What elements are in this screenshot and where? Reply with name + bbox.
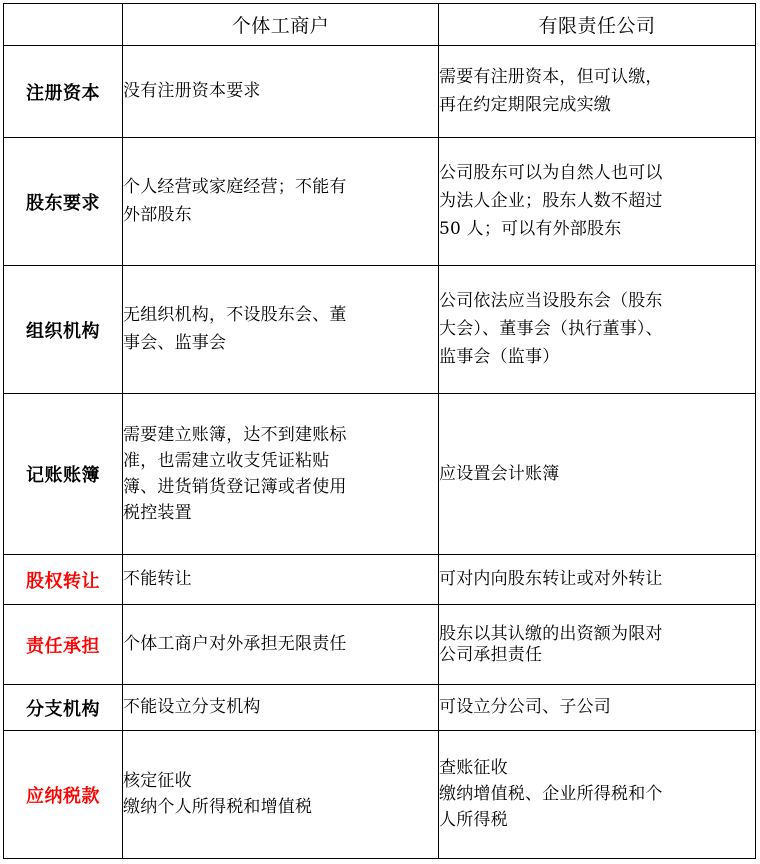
- comparison-table: [3, 3, 756, 859]
- cell-llc-organizational-structure: [439, 266, 756, 394]
- cell-line: 可设立分公司、子公司: [439, 697, 611, 717]
- cell-individual-organizational-structure: [123, 266, 439, 394]
- cell-line: 查账征收: [439, 758, 508, 778]
- cell-line: 核定征收: [123, 771, 192, 791]
- cell-individual-liability: [123, 605, 439, 685]
- row-label-equity-transfer: 股权转让: [4, 555, 123, 605]
- table-row: [4, 394, 756, 555]
- cell-line: 需要有注册资本，但可认缴，: [439, 67, 663, 87]
- cell-individual-equity-transfer: [123, 555, 439, 605]
- cell-individual-shareholder-requirements: [123, 138, 439, 266]
- cell-individual-registered-capital: [123, 46, 439, 138]
- cell-line: 准，也需建立收支凭证粘贴: [123, 450, 330, 471]
- cell-line: 事会、监事会: [123, 333, 227, 353]
- cell-line: 人所得税: [439, 810, 508, 830]
- cell-line: 大会）、董事会（执行董事）、: [439, 319, 663, 339]
- table-row: [4, 605, 756, 685]
- cell-llc-registered-capital: [439, 46, 756, 138]
- cell-line: 簿、进货销货登记簿或者使用: [123, 476, 347, 497]
- table-row: [4, 555, 756, 605]
- table-row: [4, 731, 756, 859]
- cell-line: 外部股东: [123, 205, 192, 225]
- row-label-taxes-payable: 应纳税款: [4, 731, 123, 859]
- cell-line: 不能转让: [123, 569, 192, 589]
- cell-line: 可对内向股东转让或对外转让: [439, 569, 663, 589]
- cell-line: 股东以其认缴的出资额为限对: [439, 623, 663, 644]
- cell-line: 公司承担责任: [439, 644, 543, 665]
- cell-line: 需要建立账簿，达不到建账标: [123, 424, 347, 445]
- row-label-bookkeeping: 记账账簿: [4, 394, 123, 555]
- cell-line: 无组织机构，不设股东会、董: [123, 305, 347, 325]
- cell-line: 不能设立分支机构: [123, 697, 261, 717]
- cell-line: 公司依法应当设股东会（股东: [439, 291, 663, 311]
- cell-llc-bookkeeping: [439, 394, 756, 555]
- cell-line: 应设置会计账簿: [439, 463, 560, 484]
- table-header: [4, 4, 756, 46]
- cell-llc-branch-office: [439, 685, 756, 731]
- table-row: [4, 46, 756, 138]
- row-label-organizational-structure: 组织机构: [4, 266, 123, 394]
- cell-llc-shareholder-requirements: [439, 138, 756, 266]
- cell-llc-equity-transfer: [439, 555, 756, 605]
- cell-line: 再在约定期限完成实缴: [439, 95, 611, 115]
- table-row: [4, 138, 756, 266]
- table-row: [4, 266, 756, 394]
- cell-line: 没有注册资本要求: [123, 81, 261, 101]
- column-header-individual: 个体工商户: [123, 4, 439, 46]
- cell-line: 监事会（监事）: [439, 347, 560, 367]
- cell-line: 缴纳增值税、企业所得税和个: [439, 784, 663, 804]
- cell-llc-taxes-payable: [439, 731, 756, 859]
- cell-line: 税控装置: [123, 502, 192, 523]
- cell-line: 公司股东可以为自然人也可以: [439, 163, 663, 183]
- cell-line: 缴纳个人所得税和增值税: [123, 797, 313, 817]
- cell-line: 个人经营或家庭经营；不能有: [123, 177, 347, 197]
- cell-line: 为法人企业；股东人数不超过: [439, 191, 663, 211]
- row-label-registered-capital: 注册资本: [4, 46, 123, 138]
- row-label-shareholder-requirements: 股东要求: [4, 138, 123, 266]
- cell-line: 个体工商户对外承担无限责任: [123, 634, 347, 654]
- cell-individual-branch-office: [123, 685, 439, 731]
- cell-individual-taxes-payable: [123, 731, 439, 859]
- cell-llc-liability: [439, 605, 756, 685]
- cell-individual-bookkeeping: [123, 394, 439, 555]
- cell-line: 50 人；可以有外部股东: [439, 219, 622, 239]
- table-body: [4, 46, 756, 859]
- document-page: [0, 3, 760, 864]
- table-row: [4, 685, 756, 731]
- column-header-llc: 有限责任公司: [439, 4, 756, 46]
- row-label-liability: 责任承担: [4, 605, 123, 685]
- row-label-branch-office: 分支机构: [4, 685, 123, 731]
- table-header-row: [4, 4, 756, 46]
- table-corner-cell: [4, 4, 123, 46]
